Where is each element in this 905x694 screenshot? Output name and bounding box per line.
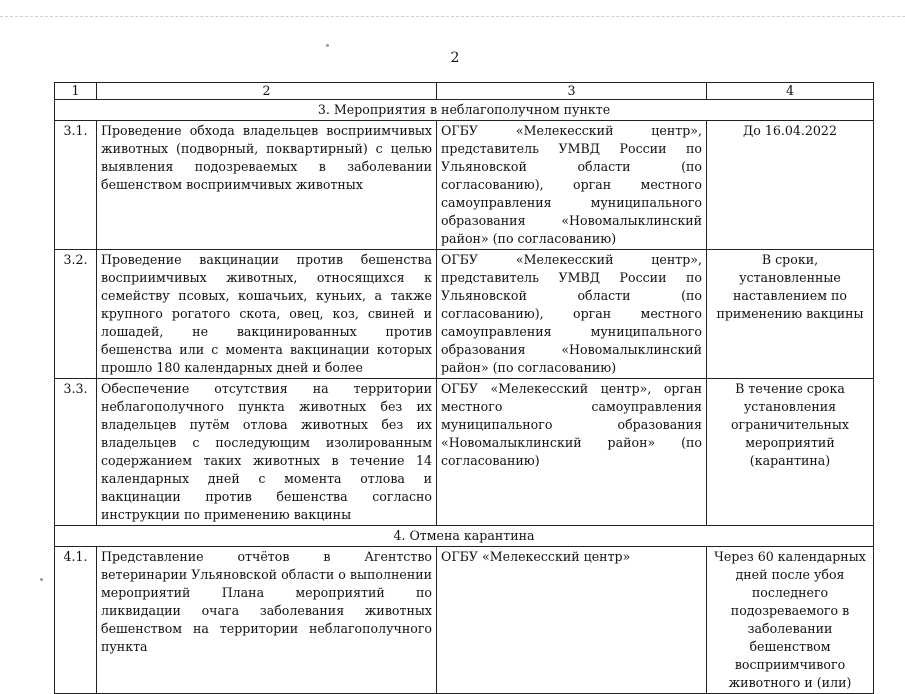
section-header-row [55, 100, 874, 121]
deadline-cell: В течение срока установления ограничительных мероприятий (карантина) [707, 379, 874, 526]
activity-cell: Проведение вакцинации против бешенства восприимчивых животных, относящихся к семейству псовых, кошачьих, куньих, а также крупного рогатого скота, овец, коз, свиней и лошадей, не вакцинированных против бешенства или с момента вакцинации которых прошло 180 календарных дней и более [97, 250, 437, 379]
table-row [55, 250, 874, 379]
column-number: 1 [55, 83, 97, 100]
plan-table [54, 82, 874, 694]
scan-speck [40, 578, 43, 581]
deadline-cell: До 16.04.2022 [707, 121, 874, 250]
row-number: 3.3. [55, 379, 97, 526]
column-number-row [55, 83, 874, 100]
section-title: 3. Мероприятия в неблагополучном пункте [55, 100, 874, 121]
activity-cell: Представление отчётов в Агентство ветеринарии Ульяновской области о выполнении мероприятий Плана мероприятий по ликвидации очага заболевания животных бешенством на территории неблагополучного пункта [97, 547, 437, 694]
section-title: 4. Отмена карантина [55, 526, 874, 547]
executor-cell: ОГБУ «Мелекесский центр», орган местного самоуправления муниципального образования «Новомалыклинский район» (по согласованию) [437, 379, 707, 526]
page-number: 2 [450, 50, 460, 66]
section-header-row [55, 526, 874, 547]
table-row [55, 547, 874, 694]
table-row [55, 121, 874, 250]
executor-cell: ОГБУ «Мелекесский центр», представитель УМВД России по Ульяновской области (по согласованию), орган местного самоуправления муниципального образования «Новомалыклинский район» (по согласованию) [437, 250, 707, 379]
deadline-cell: Через 60 календарных дней после убоя последнего подозреваемого в заболевании бешенством восприимчивого животного и (или) [707, 547, 874, 694]
activity-cell: Проведение обхода владельцев восприимчивых животных (подворный, поквартирный) с целью выявления подозреваемых в заболевании бешенством восприимчивых животных [97, 121, 437, 250]
activity-cell: Обеспечение отсутствия на территории неблагополучного пункта животных без их владельцев путём отлова животных без их владельцев с последующим изолированным содержанием таких животных в течение 14 календарных дней с момента отлова и вакцинации против бешенства согласно инструкции по применению вакцины [97, 379, 437, 526]
column-number: 4 [707, 83, 874, 100]
executor-cell: ОГБУ «Мелекесский центр», представитель УМВД России по Ульяновской области (по согласованию), орган местного самоуправления муниципального образования «Новомалыклинский район» (по согласованию) [437, 121, 707, 250]
row-number: 3.1. [55, 121, 97, 250]
scan-speck [326, 44, 329, 47]
column-number: 3 [437, 83, 707, 100]
executor-cell: ОГБУ «Мелекесский центр» [437, 547, 707, 694]
deadline-cell: В сроки, установленные наставлением по применению вакцины [707, 250, 874, 379]
table-row [55, 379, 874, 526]
column-number: 2 [97, 83, 437, 100]
row-number: 3.2. [55, 250, 97, 379]
scan-edge-line [0, 16, 905, 17]
row-number: 4.1. [55, 547, 97, 694]
